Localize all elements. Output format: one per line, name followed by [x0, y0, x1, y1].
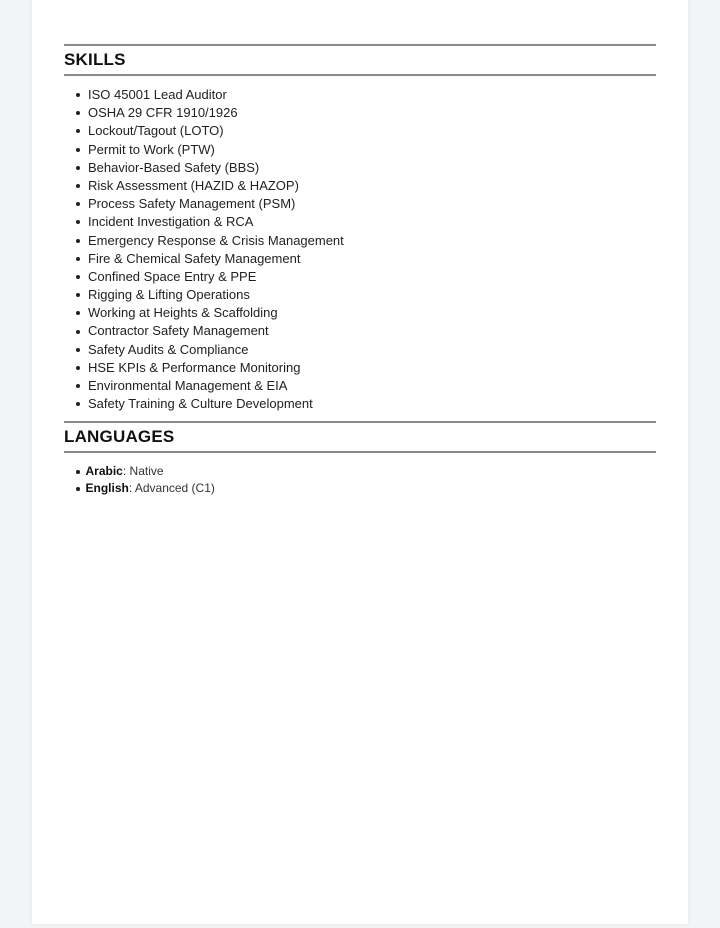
skill-label: OSHA 29 CFR 1910/1926: [88, 105, 238, 121]
skills-list: [64, 76, 656, 421]
skill-label: Emergency Response & Crisis Management: [88, 232, 344, 248]
bullet-icon: [76, 311, 80, 315]
bullet-icon: [76, 129, 80, 133]
skill-label: Safety Training & Culture Development: [88, 396, 313, 412]
skills-heading: SKILLS: [64, 50, 126, 69]
skill-label: Fire & Chemical Safety Management: [88, 250, 301, 266]
bullet-icon: [76, 93, 80, 97]
language-name: English: [85, 481, 129, 496]
skill-item: [74, 286, 656, 304]
languages-list: [64, 453, 656, 497]
skill-label: Behavior-Based Safety (BBS): [88, 159, 260, 175]
languages-heading: LANGUAGES: [64, 427, 175, 447]
skill-item: [74, 359, 656, 377]
skill-label: Contractor Safety Management: [88, 323, 269, 339]
bullet-icon: [76, 184, 80, 188]
skills-section-header: [64, 44, 656, 76]
bullet-icon: [76, 220, 80, 224]
skill-label: Lockout/Tagout (LOTO): [88, 123, 224, 139]
skill-label: Risk Assessment (HAZID & HAZOP): [88, 177, 299, 193]
skill-item: [74, 213, 656, 231]
skill-item: [74, 104, 656, 122]
skill-item: [74, 195, 656, 213]
language-item: [74, 463, 656, 480]
bullet-icon: [76, 166, 80, 170]
skill-label: Permit to Work (PTW): [88, 141, 215, 157]
skill-item: [74, 86, 656, 104]
skill-label: Environmental Management & EIA: [88, 378, 288, 393]
language-item: [74, 480, 656, 497]
languages-section-header: [64, 421, 656, 453]
bullet-icon: [76, 293, 80, 297]
skill-label: Confined Space Entry & PPE: [88, 268, 257, 284]
bullet-icon: [76, 257, 80, 261]
skill-item: [74, 177, 656, 195]
skill-label: Safety Audits & Compliance: [88, 341, 249, 357]
skill-label: HSE KPIs & Performance Monitoring: [88, 359, 301, 375]
skill-item: [74, 395, 656, 413]
skill-label: Process Safety Management (PSM): [88, 196, 296, 212]
skill-item: [74, 304, 656, 322]
skill-label: Rigging & Lifting Operations: [88, 287, 250, 303]
bullet-icon: [76, 470, 80, 474]
bullet-icon: [76, 239, 80, 243]
bullet-icon: [76, 111, 80, 115]
skill-item: [74, 141, 656, 159]
bullet-icon: [76, 202, 80, 206]
bullet-icon: [76, 348, 80, 352]
bullet-icon: [76, 384, 80, 388]
language-name: Arabic: [85, 464, 123, 479]
bullet-icon: [76, 275, 80, 279]
skill-item: [74, 377, 656, 395]
skill-item: [74, 268, 656, 286]
language-level: : Advanced (C1): [128, 481, 215, 496]
skill-item: [74, 322, 656, 340]
bullet-icon: [76, 330, 80, 334]
skill-label: ISO 45001 Lead Auditor: [88, 87, 227, 102]
bullet-icon: [76, 148, 80, 152]
bullet-icon: [76, 487, 80, 491]
skill-item: [74, 159, 656, 177]
bullet-icon: [76, 366, 80, 370]
resume-content: [64, 44, 656, 497]
skill-label: Incident Investigation & RCA: [88, 214, 254, 230]
skill-item: [74, 232, 656, 250]
resume-page: [32, 0, 688, 924]
skill-label: Working at Heights & Scaffolding: [88, 305, 278, 321]
skill-item: [74, 341, 656, 359]
skill-item: [74, 122, 656, 140]
language-level: : Native: [122, 464, 164, 479]
bullet-icon: [76, 402, 80, 406]
skill-item: [74, 250, 656, 268]
